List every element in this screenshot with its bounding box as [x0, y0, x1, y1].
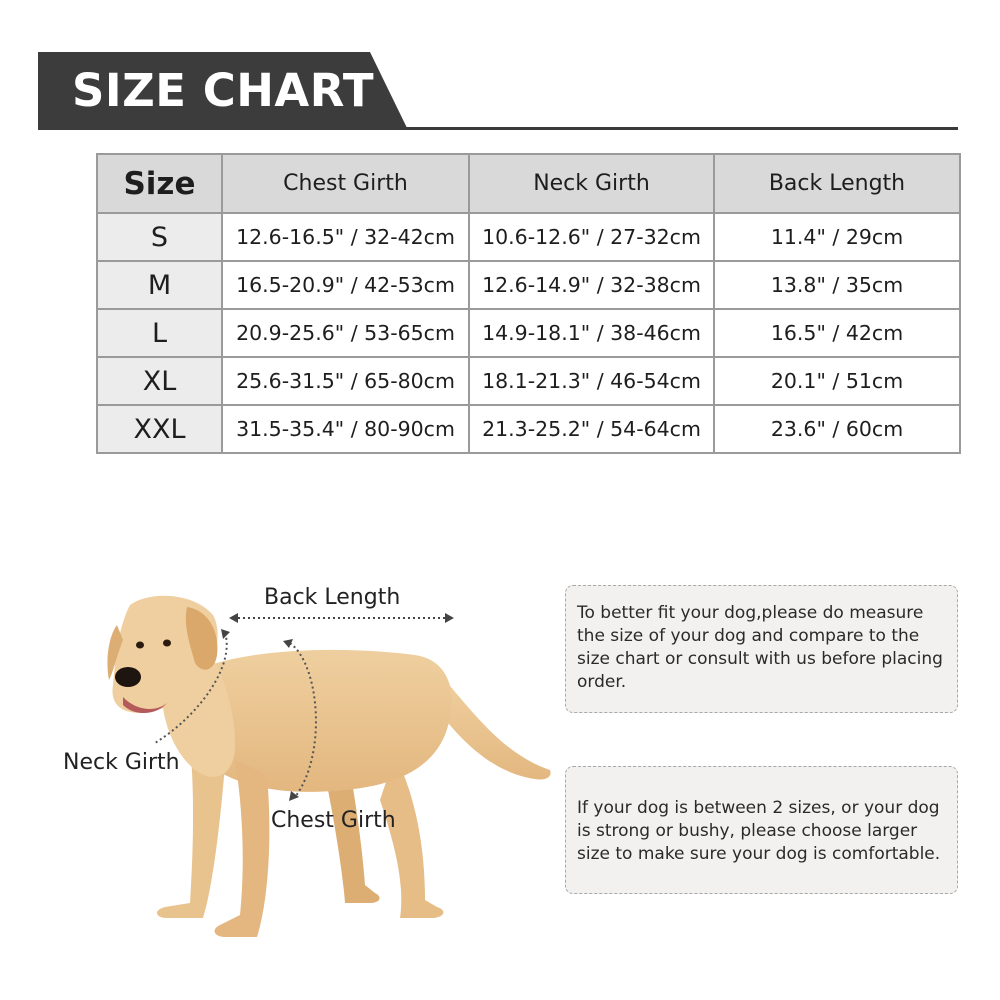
table-row — [97, 357, 960, 405]
size-cell: XL — [97, 357, 222, 405]
back-length-arrow — [229, 613, 238, 623]
back-length-cell: 13.8" / 35cm — [714, 261, 960, 309]
chest-girth-cell: 25.6-31.5" / 65-80cm — [222, 357, 469, 405]
back-length-label: Back Length — [264, 585, 401, 610]
sizing-tip-box — [565, 766, 958, 894]
dog-tail — [440, 680, 551, 780]
chest-girth-label: Chest Girth — [271, 808, 396, 833]
table-row — [97, 261, 960, 309]
column-header-size: Size — [97, 154, 222, 213]
size-cell: L — [97, 309, 222, 357]
column-header-back-length: Back Length — [714, 154, 960, 213]
dog-eye — [163, 640, 171, 647]
dog-body — [198, 650, 452, 792]
neck-girth-cell: 14.9-18.1" / 38-46cm — [469, 309, 714, 357]
neck-girth-cell: 10.6-12.6" / 27-32cm — [469, 213, 714, 261]
measure-tip-box — [565, 585, 958, 713]
chest-girth-arrow — [289, 791, 299, 801]
neck-girth-label: Neck Girth — [63, 750, 180, 775]
page-title: SIZE CHART — [72, 64, 375, 117]
neck-girth-arrow — [221, 629, 230, 639]
chest-girth-cell: 16.5-20.9" / 42-53cm — [222, 261, 469, 309]
back-length-cell: 23.6" / 60cm — [714, 405, 960, 453]
sizing-tip-text: If your dog is between 2 sizes, or your dog is strong or bushy, please choose larger size to make sure your dog is comfortable. — [577, 798, 941, 864]
dog-eye — [136, 642, 144, 649]
chest-girth-cell: 12.6-16.5" / 32-42cm — [222, 213, 469, 261]
back-length-cell: 11.4" / 29cm — [714, 213, 960, 261]
neck-girth-cell: 12.6-14.9" / 32-38cm — [469, 261, 714, 309]
table-row — [97, 309, 960, 357]
neck-girth-cell: 21.3-25.2" / 54-64cm — [469, 405, 714, 453]
size-cell: M — [97, 261, 222, 309]
measure-tip-text: To better fit your dog,please do measure the size of your dog and compare to the size chart or consult with us before placing order. — [577, 603, 943, 692]
size-chart-banner — [38, 52, 408, 130]
table-header-row — [97, 154, 960, 213]
size-cell: S — [97, 213, 222, 261]
column-header-neck-girth: Neck Girth — [469, 154, 714, 213]
neck-girth-cell: 18.1-21.3" / 46-54cm — [469, 357, 714, 405]
size-table — [96, 153, 961, 454]
table-row — [97, 405, 960, 453]
column-header-chest-girth: Chest Girth — [222, 154, 469, 213]
table-row — [97, 213, 960, 261]
chest-girth-cell: 20.9-25.6" / 53-65cm — [222, 309, 469, 357]
dog-nose — [115, 667, 141, 687]
back-length-arrow — [445, 613, 454, 623]
back-length-cell: 20.1" / 51cm — [714, 357, 960, 405]
size-cell: XXL — [97, 405, 222, 453]
chest-girth-cell: 31.5-35.4" / 80-90cm — [222, 405, 469, 453]
back-length-cell: 16.5" / 42cm — [714, 309, 960, 357]
header-divider — [400, 127, 958, 130]
